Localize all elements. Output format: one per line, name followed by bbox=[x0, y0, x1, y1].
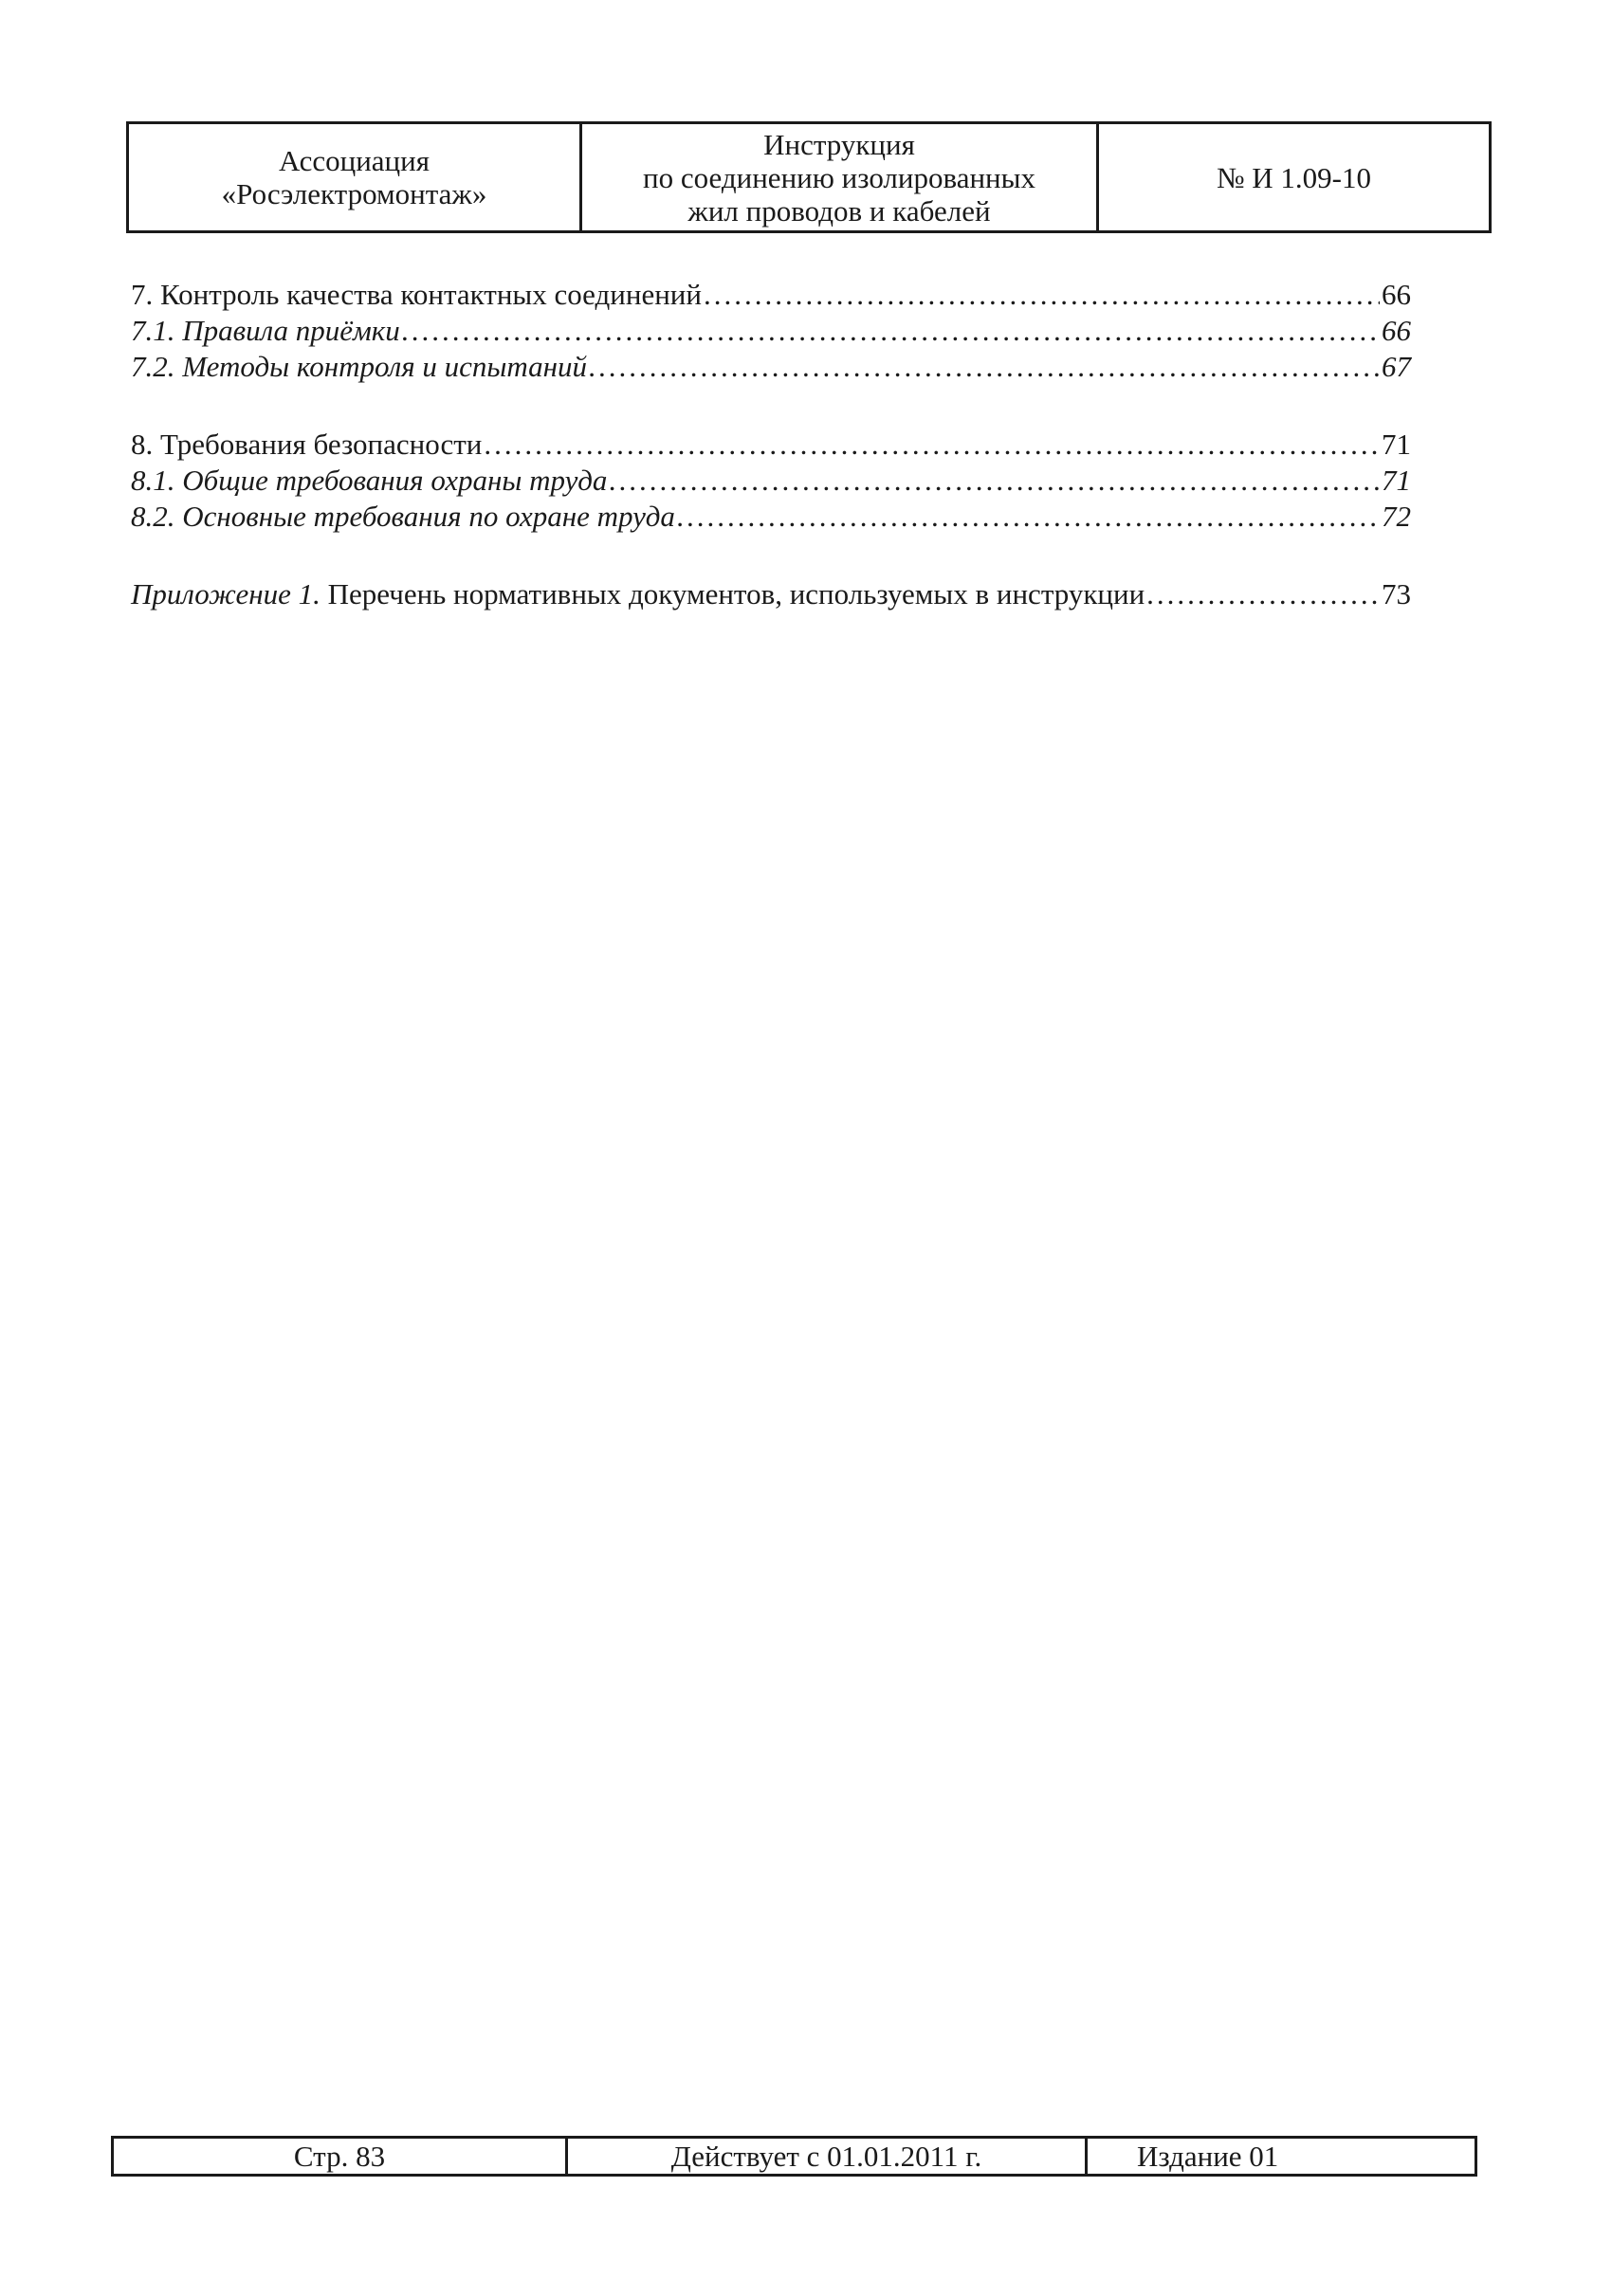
header-doc-number-cell bbox=[1099, 124, 1489, 230]
toc-entry-page: 66 bbox=[1382, 278, 1411, 311]
document-footer-table bbox=[111, 2136, 1477, 2177]
toc-entry-8-2[interactable] bbox=[131, 499, 1411, 535]
title-line-3: жил проводов и кабелей bbox=[687, 193, 991, 228]
toc-entry-page: 66 bbox=[1382, 314, 1411, 347]
toc-entry-8-1[interactable] bbox=[131, 463, 1411, 499]
toc-entry-appendix-1[interactable] bbox=[131, 576, 1411, 612]
toc-group-section-8 bbox=[131, 427, 1411, 535]
document-header-table bbox=[126, 121, 1492, 233]
dot-leader bbox=[402, 313, 1380, 349]
footer-page-number: Стр. 83 bbox=[114, 2139, 568, 2174]
toc-group-appendix bbox=[131, 576, 1411, 612]
doc-number: № И 1.09-10 bbox=[1216, 160, 1372, 194]
toc-entry-7[interactable] bbox=[131, 277, 1411, 313]
toc-group-section-7 bbox=[131, 277, 1411, 385]
toc-entry-title: 7.2. Методы контроля и испытаний bbox=[131, 350, 588, 383]
toc-entry-7-2[interactable] bbox=[131, 349, 1411, 385]
dot-leader bbox=[704, 277, 1380, 313]
appendix-title: Перечень нормативных документов, используемых в инструкции bbox=[320, 577, 1145, 610]
dot-leader bbox=[677, 499, 1380, 535]
toc-entry-title bbox=[131, 576, 1145, 612]
toc-entry-title: 7.1. Правила приёмки bbox=[131, 314, 400, 347]
dot-leader bbox=[609, 463, 1380, 499]
toc-entry-page: 73 bbox=[1382, 577, 1411, 610]
header-title-cell bbox=[582, 124, 1099, 230]
dot-leader bbox=[1146, 576, 1380, 612]
org-line-1: Ассоциация bbox=[278, 144, 430, 177]
footer-edition: Издание 01 bbox=[1137, 2140, 1279, 2173]
toc-entry-title: 8.1. Общие требования охраны труда bbox=[131, 464, 608, 497]
toc-entry-7-1[interactable] bbox=[131, 313, 1411, 349]
dot-leader bbox=[484, 427, 1380, 463]
appendix-prefix: Приложение 1. bbox=[131, 577, 321, 610]
org-line-2: «Росэлектромонтаж» bbox=[221, 177, 487, 210]
dot-leader bbox=[589, 349, 1380, 385]
footer-valid-from: Действует с 01.01.2011 г. bbox=[568, 2139, 1088, 2174]
toc-entry-page: 71 bbox=[1382, 428, 1411, 461]
toc-entry-8[interactable] bbox=[131, 427, 1411, 463]
title-line-2: по соединению изолированных bbox=[643, 160, 1035, 194]
toc-entry-title: 7. Контроль качества контактных соединений bbox=[131, 278, 702, 311]
header-organization-cell bbox=[129, 124, 582, 230]
toc-entry-page: 71 bbox=[1382, 464, 1411, 497]
title-line-1: Инструкция bbox=[763, 127, 915, 161]
toc-entry-title: 8. Требования безопасности bbox=[131, 428, 483, 461]
toc-entry-page: 67 bbox=[1382, 350, 1411, 383]
table-of-contents bbox=[131, 277, 1411, 654]
toc-entry-title: 8.2. Основные требования по охране труда bbox=[131, 500, 675, 533]
toc-entry-page: 72 bbox=[1382, 500, 1411, 533]
